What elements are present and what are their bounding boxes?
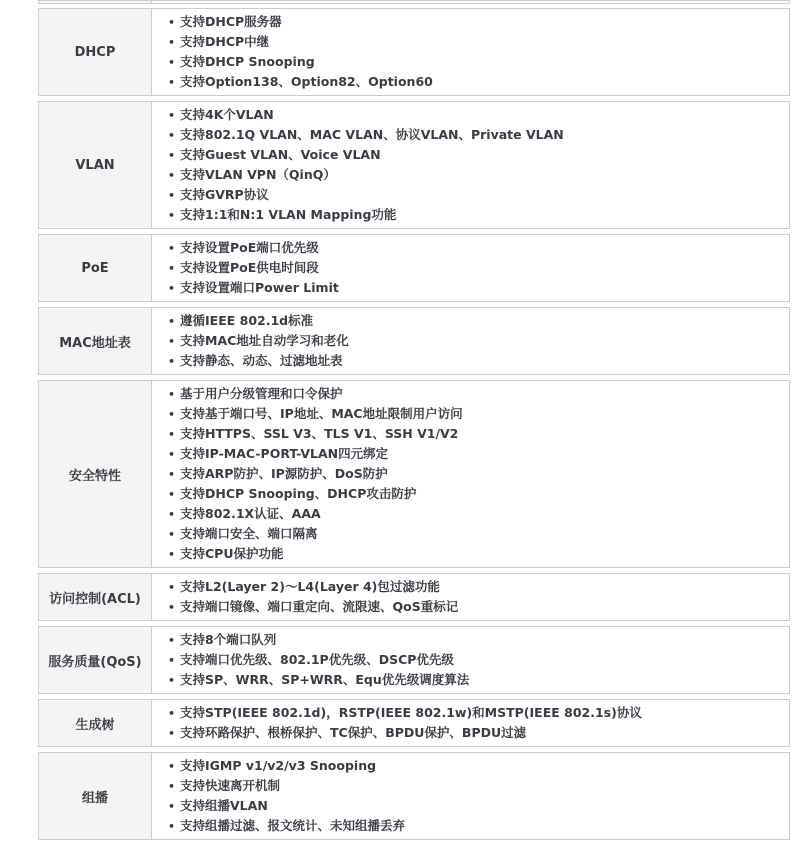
feature-list xyxy=(152,577,779,617)
feature-item xyxy=(152,331,779,351)
bullet-icon: • xyxy=(168,634,176,647)
feature-text: 支持HTTPS、SSL V3、TLS V1、SSH V1/V2 xyxy=(180,426,459,441)
feature-item xyxy=(152,52,779,72)
feature-text: 支持802.1Q VLAN、MAC VLAN、协议VLAN、Private VLAN xyxy=(180,127,564,142)
feature-text: 支持1:1和N:1 VLAN Mapping功能 xyxy=(180,207,397,222)
feature-text: 支持快速离开机制 xyxy=(180,778,281,793)
bullet-icon: • xyxy=(168,760,176,773)
feature-item xyxy=(152,185,779,205)
feature-text: 支持基于端口号、IP地址、MAC地址限制用户访问 xyxy=(180,406,463,421)
feature-item xyxy=(152,125,779,145)
feature-text: 支持4K个VLAN xyxy=(180,107,274,122)
table-row xyxy=(38,307,790,375)
bullet-icon: • xyxy=(168,282,176,295)
feature-text: 支持ARP防护、IP源防护、DoS防护 xyxy=(180,466,388,481)
bullet-icon: • xyxy=(168,654,176,667)
row-label: 访问控制(ACL) xyxy=(39,574,152,620)
feature-item xyxy=(152,504,779,524)
bullet-icon: • xyxy=(168,209,176,222)
feature-item xyxy=(152,756,779,776)
feature-item xyxy=(152,670,779,690)
row-label: 安全特性 xyxy=(39,381,152,567)
feature-text: 遵循IEEE 802.1d标准 xyxy=(180,313,314,328)
feature-item xyxy=(152,650,779,670)
feature-list xyxy=(152,105,779,225)
feature-text: 支持DHCP Snooping、DHCP攻击防护 xyxy=(180,486,417,501)
feature-item xyxy=(152,278,779,298)
feature-text: 支持Guest VLAN、Voice VLAN xyxy=(180,147,381,162)
bullet-icon: • xyxy=(168,149,176,162)
row-label: 生成树 xyxy=(39,700,152,746)
table-row xyxy=(38,234,790,302)
row-content xyxy=(152,102,789,228)
feature-text: 支持设置PoE供电时间段 xyxy=(180,260,319,275)
feature-item xyxy=(152,816,779,836)
bullet-icon: • xyxy=(168,189,176,202)
row-content xyxy=(152,9,789,95)
row-content xyxy=(152,308,789,374)
bullet-icon: • xyxy=(168,800,176,813)
feature-text: 支持DHCP服务器 xyxy=(180,14,282,29)
bullet-icon: • xyxy=(168,355,176,368)
feature-text: 支持组播VLAN xyxy=(180,798,268,813)
bullet-icon: • xyxy=(168,488,176,501)
bullet-icon: • xyxy=(168,468,176,481)
row-label: PoE xyxy=(39,235,152,301)
bullet-icon: • xyxy=(168,448,176,461)
feature-text: 支持端口安全、端口隔离 xyxy=(180,526,318,541)
feature-text: 支持MAC地址自动学习和老化 xyxy=(180,333,349,348)
feature-list xyxy=(152,703,779,743)
feature-item xyxy=(152,424,779,444)
bullet-icon: • xyxy=(168,56,176,69)
bullet-icon: • xyxy=(168,707,176,720)
feature-item xyxy=(152,165,779,185)
feature-item xyxy=(152,72,779,92)
bullet-icon: • xyxy=(168,242,176,255)
bullet-icon: • xyxy=(168,428,176,441)
bullet-icon: • xyxy=(168,16,176,29)
feature-item xyxy=(152,205,779,225)
feature-list xyxy=(152,630,779,690)
bullet-icon: • xyxy=(168,335,176,348)
feature-text: 支持环路保护、根桥保护、TC保护、BPDU保护、BPDU过滤 xyxy=(180,725,527,740)
table-row xyxy=(38,101,790,229)
feature-text: 支持SP、WRR、SP+WRR、Equ优先级调度算法 xyxy=(180,672,470,687)
bullet-icon: • xyxy=(168,581,176,594)
row-label: 服务质量(QoS) xyxy=(39,627,152,693)
spec-table xyxy=(38,0,790,845)
spec-rows xyxy=(38,8,790,840)
feature-item xyxy=(152,351,779,371)
feature-text: 支持8个端口队列 xyxy=(180,632,277,647)
feature-item xyxy=(152,404,779,424)
bullet-icon: • xyxy=(168,36,176,49)
feature-text: 支持设置PoE端口优先级 xyxy=(180,240,319,255)
bullet-icon: • xyxy=(168,601,176,614)
feature-item xyxy=(152,12,779,32)
feature-item xyxy=(152,464,779,484)
feature-text: 支持DHCP中继 xyxy=(180,34,270,49)
row-content xyxy=(152,381,789,567)
feature-item xyxy=(152,524,779,544)
bullet-icon: • xyxy=(168,262,176,275)
feature-item xyxy=(152,796,779,816)
table-row xyxy=(38,8,790,96)
row-content xyxy=(152,574,789,620)
bullet-icon: • xyxy=(168,169,176,182)
feature-item xyxy=(152,544,779,564)
feature-text: 支持STP(IEEE 802.1d)，RSTP(IEEE 802.1w)和MSTP(IEEE 802.1s)协议 xyxy=(180,705,642,720)
feature-text: 支持DHCP Snooping xyxy=(180,54,315,69)
feature-item xyxy=(152,703,779,723)
feature-item xyxy=(152,258,779,278)
feature-text: 支持VLAN VPN（QinQ） xyxy=(180,167,336,182)
feature-text: 支持静态、动态、过滤地址表 xyxy=(180,353,343,368)
feature-item xyxy=(152,484,779,504)
feature-text: 支持设置端口Power Limit xyxy=(180,280,339,295)
feature-item xyxy=(152,723,779,743)
table-row xyxy=(38,380,790,568)
bullet-icon: • xyxy=(168,129,176,142)
bullet-icon: • xyxy=(168,780,176,793)
bullet-icon: • xyxy=(168,109,176,122)
feature-text: 支持端口镜像、端口重定向、流限速、QoS重标记 xyxy=(180,599,459,614)
feature-text: 支持L2(Layer 2)～L4(Layer 4)包过滤功能 xyxy=(180,579,440,594)
feature-text: 支持端口优先级、802.1P优先级、DSCP优先级 xyxy=(180,652,454,667)
feature-item xyxy=(152,444,779,464)
feature-text: 支持802.1X认证、AAA xyxy=(180,506,321,521)
bullet-icon: • xyxy=(168,548,176,561)
bullet-icon: • xyxy=(168,820,176,833)
bullet-icon: • xyxy=(168,508,176,521)
bullet-icon: • xyxy=(168,528,176,541)
feature-text: 支持组播过滤、报文统计、未知组播丢弃 xyxy=(180,818,406,833)
table-row xyxy=(38,752,790,840)
row-content xyxy=(152,700,789,746)
row-label: MAC地址表 xyxy=(39,308,152,374)
bullet-icon: • xyxy=(168,388,176,401)
row-content xyxy=(152,627,789,693)
feature-text: 支持IP-MAC-PORT-VLAN四元绑定 xyxy=(180,446,389,461)
feature-item xyxy=(152,145,779,165)
bullet-icon: • xyxy=(168,315,176,328)
bullet-icon: • xyxy=(168,674,176,687)
feature-list xyxy=(152,12,779,92)
feature-item xyxy=(152,238,779,258)
feature-list xyxy=(152,238,779,298)
row-label xyxy=(39,1,152,3)
feature-item xyxy=(152,384,779,404)
feature-list xyxy=(152,384,779,564)
feature-text: 支持Option138、Option82、Option60 xyxy=(180,74,433,89)
table-row xyxy=(38,626,790,694)
bullet-icon: • xyxy=(168,727,176,740)
feature-text: 支持GVRP协议 xyxy=(180,187,269,202)
feature-item xyxy=(152,597,779,617)
feature-item xyxy=(152,776,779,796)
table-row xyxy=(38,573,790,621)
table-row-clipped xyxy=(38,0,790,4)
bullet-icon: • xyxy=(168,408,176,421)
feature-text: 基于用户分级管理和口令保护 xyxy=(180,386,343,401)
feature-item xyxy=(152,577,779,597)
feature-item xyxy=(152,311,779,331)
bullet-icon: • xyxy=(168,76,176,89)
feature-text: 支持CPU保护功能 xyxy=(180,546,284,561)
row-content xyxy=(152,235,789,301)
feature-text: 支持IGMP v1/v2/v3 Snooping xyxy=(180,758,377,773)
row-content xyxy=(152,1,789,4)
row-label: 组播 xyxy=(39,753,152,839)
row-label: DHCP xyxy=(39,9,152,95)
row-content xyxy=(152,753,789,839)
feature-item xyxy=(152,630,779,650)
table-row xyxy=(38,699,790,747)
feature-item xyxy=(152,32,779,52)
feature-list xyxy=(152,311,779,371)
feature-list xyxy=(152,756,779,836)
row-label: VLAN xyxy=(39,102,152,228)
feature-item xyxy=(152,105,779,125)
